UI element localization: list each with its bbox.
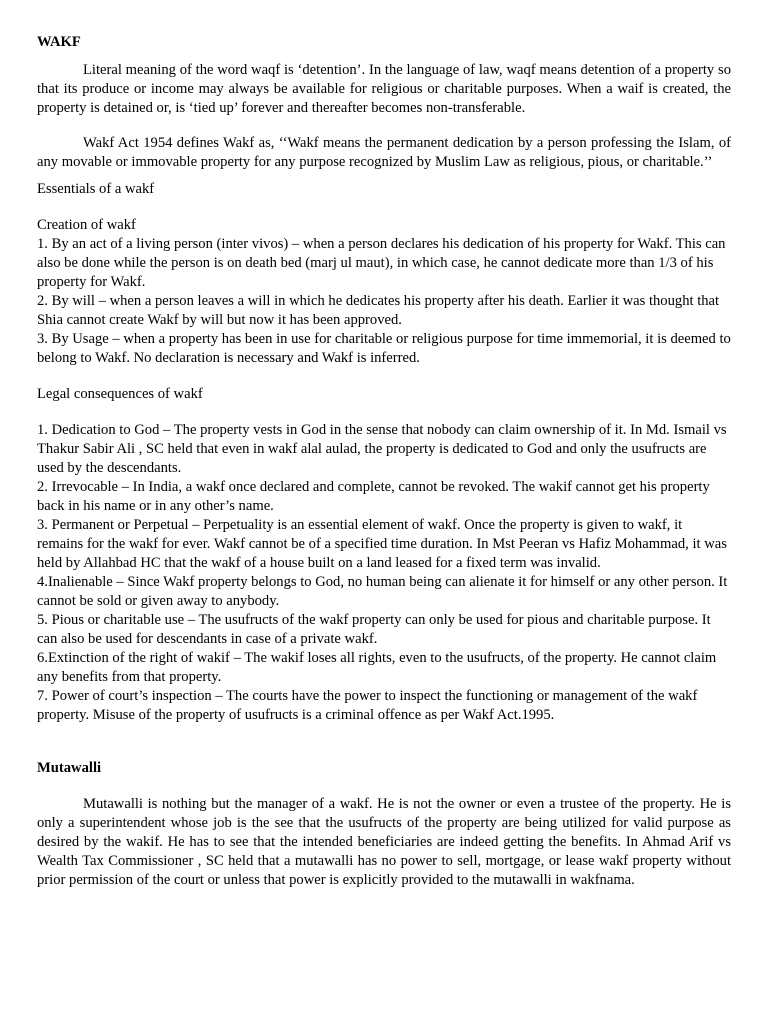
consequence-item: 3. Permanent or Perpetual – Perpetuality is an essential element of wakf. Once the property is given to wakf, it remains for the wakf for ever. Wakf cannot be of a specified time duration. In Mst Peeran vs Hafiz Mohammad, it was held by Allahbad HC that the wakf of a house built on a land leased for a fixed term was invalid. <box>37 517 727 571</box>
essentials-label: Essentials of a wakf <box>37 181 155 197</box>
wakf-act-paragraph: Wakf Act 1954 defines Wakf as, ‘‘Wakf means the permanent dedication by a person professing the Islam, of any movable or immovable property for any purpose recognized by Muslim Law as religious, pious, or charitable.’’ <box>37 135 731 170</box>
consequence-item: 4.Inalienable – Since Wakf property belongs to God, no human being can alienate it for himself or any other person. It cannot be sold or given away to anybody. <box>37 574 728 609</box>
consequence-item: 7. Power of court’s inspection – The courts have the power to inspect the functioning or management of the wakf property. Misuse of the property of usufructs is a criminal offence as per Wakf Act.1995. <box>37 688 698 723</box>
creation-item: 3. By Usage – when a property has been in use for charitable or religious purpose for time immemorial, it is deemed to belong to Wakf. No declaration is necessary and Wakf is inferred. <box>37 331 731 366</box>
mutawalli-paragraph: Mutawalli is nothing but the manager of a wakf. He is not the owner or even a trustee of the property. He is only a superintendent whose job is the see that the usufructs of the property are being utilized for valid purpose as desired by the wakif. He has to see that the intended beneficiaries are indeed getting the benefits. In Ahmad Arif vs Wealth Tax Commissioner , SC held that a mutawalli has no power to sell, mortgage, or lease wakf property without prior permission of the court or unless that power is explicitly provided to the mutawalli in wakfnama. <box>37 796 731 888</box>
consequence-item: 6.Extinction of the right of wakif – The wakif loses all rights, even to the usufructs, of the property. He cannot claim any benefits from that property. <box>37 650 717 685</box>
wakf-heading: WAKF <box>37 34 81 50</box>
consequences-heading: Legal consequences of wakf <box>37 386 203 402</box>
creation-item: 1. By an act of a living person (inter vivos) – when a person declares his dedication of his property for Wakf. This can also be done while the person is on death bed (marj ul maut), in which case, he cannot dedicate more than 1/3 of his property for Wakf. <box>37 236 726 290</box>
wakf-meaning-paragraph: Literal meaning of the word waqf is ‘detention’. In the language of law, waqf means detention of a property so that its produce or income may always be available for religious or charitable purposes. When a waif is created, the property is detained or, is ‘tied up’ forever and thereafter becomes non-transferable. <box>37 62 731 116</box>
mutawalli-heading: Mutawalli <box>37 760 102 776</box>
document-page <box>37 33 731 890</box>
consequence-item: 1. Dedication to God – The property vests in God in the sense that nobody can claim ownership of it. In Md. Ismail vs Thakur Sabir Ali , SC held that even in wakf alal aulad, the property is dedicated to God and only the usufructs are used by the descendants. <box>37 422 727 476</box>
creation-heading: Creation of wakf <box>37 217 136 233</box>
consequence-item: 5. Pious or charitable use – The usufructs of the wakf property can only be used for pious and charitable purpose. It can also be used for descendants in case of a private wakf. <box>37 612 711 647</box>
consequence-item: 2. Irrevocable – In India, a wakf once declared and complete, cannot be revoked. The wakif cannot get his property back in his name or in any other’s name. <box>37 479 710 514</box>
creation-item: 2. By will – when a person leaves a will in which he dedicates his property after his death. Earlier it was thought that Shia cannot create Wakf by will but now it has been approved. <box>37 293 720 328</box>
